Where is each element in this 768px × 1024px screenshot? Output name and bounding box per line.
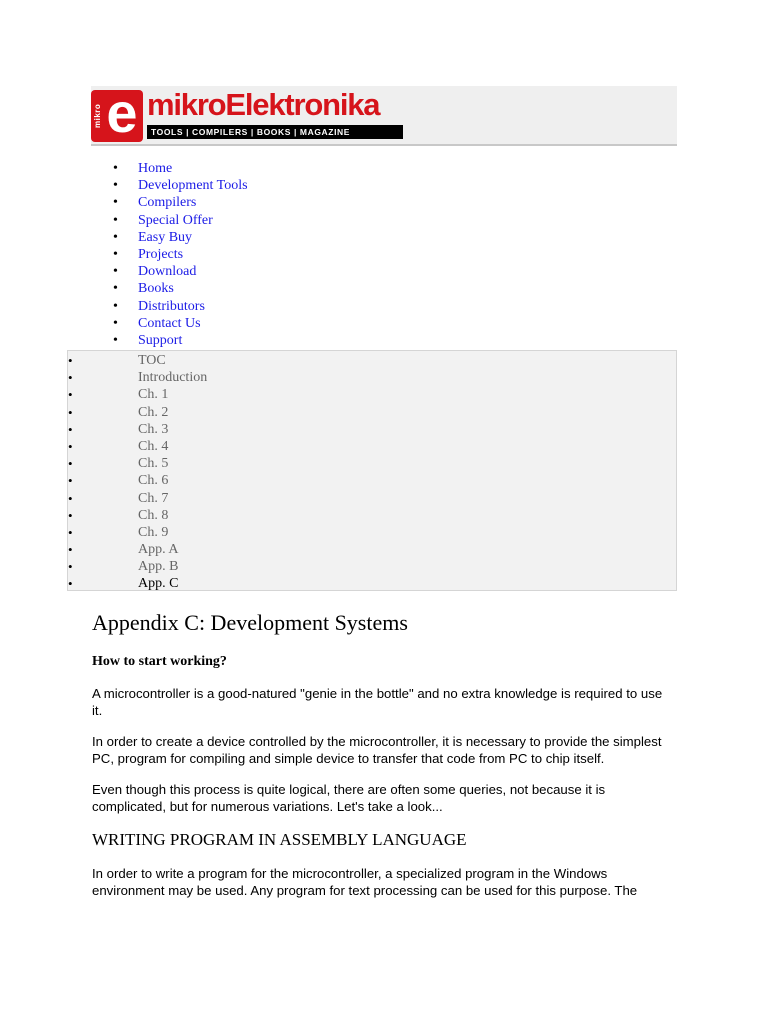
chapter-item-introduction[interactable]: • Introduction (68, 369, 207, 386)
nav-item-development-tools (91, 177, 248, 194)
nav-item-download (91, 263, 248, 280)
logo-e-mark (91, 81, 143, 144)
article-content (92, 606, 672, 899)
chapter-nav (67, 350, 677, 591)
chapter-item-ch1[interactable]: • Ch. 1 (68, 386, 207, 403)
nav-link-download[interactable]: Download (138, 264, 197, 280)
nav-link-contact-us[interactable]: Contact Us (138, 315, 201, 331)
header-banner (91, 81, 677, 146)
paragraph-3: Even though this process is quite logical, there are often some queries, not because it is complicated, but for numerous variations. Let's take a look... (92, 782, 606, 814)
nav-item-special-offer (91, 212, 248, 229)
paragraph-4: In order to write a program for the microcontroller, a specialized program in the Windows environment may be used. Any program for text processing can be used for this purpose. The (92, 866, 638, 898)
chapter-item-ch4[interactable]: • Ch. 4 (68, 438, 207, 455)
nav-link-books[interactable]: Books (138, 281, 174, 297)
main-nav (91, 160, 248, 349)
section-heading: WRITING PROGRAM IN ASSEMBLY LANGUAGE (92, 830, 467, 849)
subheading: How to start working? (92, 654, 227, 669)
chapter-item-app-c[interactable]: • App. C (68, 575, 207, 592)
nav-link-home[interactable]: Home (138, 161, 173, 176)
chapter-item-app-a[interactable]: • App. A (68, 541, 207, 558)
chapter-item-app-b[interactable]: • App. B (68, 558, 207, 575)
nav-link-compilers[interactable]: Compilers (138, 195, 197, 211)
nav-item-contact-us (91, 315, 248, 332)
chapter-item-ch9[interactable]: • Ch. 9 (68, 524, 207, 541)
chapter-item-ch6[interactable]: • Ch. 6 (68, 472, 207, 489)
paragraph-1: A microcontroller is a good-natured "genie in the bottle" and no extra knowledge is required to use it. (92, 686, 663, 718)
logo-tagline: TOOLS | COMPILERS | BOOKS | MAGAZINE (147, 125, 403, 139)
nav-item-projects (91, 246, 248, 263)
chapter-list (68, 352, 207, 593)
chapter-item-toc[interactable]: • TOC (68, 352, 207, 369)
logo-e-letter: e (106, 81, 138, 144)
chapter-item-ch8[interactable]: • Ch. 8 (68, 507, 207, 524)
chapter-item-ch7[interactable]: • Ch. 7 (68, 490, 207, 507)
chapter-item-ch3[interactable]: • Ch. 3 (68, 421, 207, 438)
logo-wordmark: mikroElektronika (147, 87, 380, 122)
page-title: Appendix C: Development Systems (92, 610, 408, 635)
chapter-item-ch2[interactable]: • Ch. 2 (68, 404, 207, 421)
logo-mikro-vertical-text: mikro (93, 103, 102, 129)
paragraph-2: In order to create a device controlled by the microcontroller, it is necessary to provide the simplest PC, program for compiling and simple device to transfer that code from PC to chip itself. (92, 734, 662, 766)
chapter-item-ch5[interactable]: • Ch. 5 (68, 455, 207, 472)
nav-item-support (91, 332, 248, 349)
nav-item-distributors (91, 298, 248, 315)
nav-link-special-offer[interactable]: Special Offer (138, 212, 213, 228)
mikroelektronika-logo[interactable] (91, 81, 403, 144)
nav-item-books (91, 280, 248, 297)
nav-item-compilers (91, 194, 248, 211)
nav-link-easy-buy[interactable]: Easy Buy (138, 229, 193, 245)
nav-item-easy-buy (91, 229, 248, 246)
nav-link-distributors[interactable]: Distributors (138, 298, 205, 314)
nav-link-support[interactable]: Support (138, 332, 183, 348)
nav-link-development-tools[interactable]: Development Tools (138, 178, 248, 194)
nav-item-home (91, 160, 248, 177)
nav-link-projects[interactable]: Projects (138, 246, 184, 262)
